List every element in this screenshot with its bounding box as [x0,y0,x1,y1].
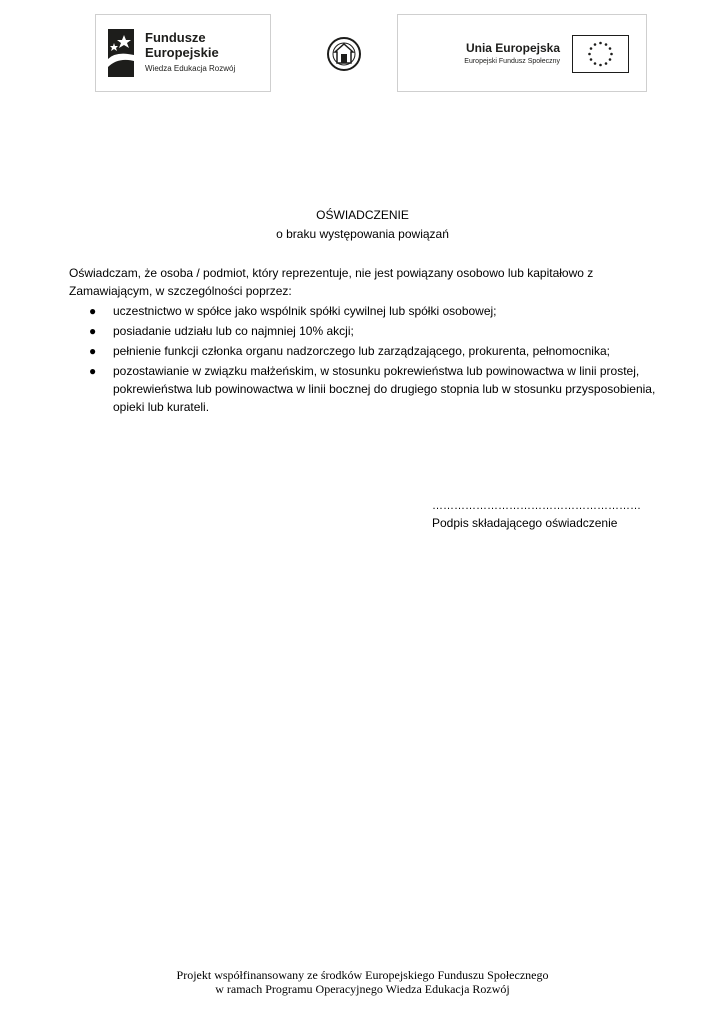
footer-line2: w ramach Programu Operacyjnego Wiedza Edukacja Rozwój [215,982,510,996]
bullet-icon: ● [89,364,97,378]
relationship-list [69,302,669,418]
list-item-text: uczestnictwo w spółce jako wspólnik spółki cywilnej lub spółki osobowej; [113,304,497,318]
list-item [69,322,669,340]
fundusze-europejskie-mark-icon [108,29,134,77]
fe-logo-line3: Wiedza Edukacja Rozwój [145,64,236,73]
ue-logo-line2: Europejski Fundusz Społeczny [464,58,560,65]
fe-logo-line2: Europejskie [145,45,219,60]
fe-logo-text [145,30,235,75]
list-item [69,342,669,360]
eu-flag-icon [572,35,629,73]
bullet-icon: ● [89,324,97,338]
footer-line1: Projekt współfinansowany ze środków Europejskiego Funduszu Społecznego [176,968,549,982]
list-item [69,362,669,416]
bullet-icon: ● [89,344,97,358]
bullet-icon: ● [89,304,97,318]
organization-emblem-icon [327,34,361,74]
unia-europejska-logo [397,14,647,92]
signature-line: ………………………………………………… [432,500,641,512]
page-footer [0,968,725,996]
list-item-text: pełnienie funkcji członka organu nadzorczego lub zarządzającego, prokurenta, pełnomocnika; [113,344,610,358]
list-item-text: pozostawianie w związku małżeńskim, w stosunku pokrewieństwa lub powinowactwa w linii prostej, pokrewieństwa lub powinowactwa w linii bocznej do drugiego stopnia lub w stosunku przysposobienia, opieki lub kurateli. [113,364,656,414]
signature-label: Podpis składającego oświadczenie [432,516,618,530]
list-item [69,302,669,320]
document-subtitle: o braku występowania powiązań [276,227,449,241]
document-title: OŚWIADCZENIE [316,208,409,222]
fe-logo-line1: Fundusze [145,30,206,45]
ue-logo-text [440,41,560,67]
list-item-text: posiadanie udziału lub co najmniej 10% akcji; [113,324,354,338]
statement-intro: Oświadczam, że osoba / podmiot, który reprezentuje, nie jest powiązany osobowo lub kapitałowo z Zamawiającym, w szczególności poprzez: [69,266,594,298]
ue-logo-line1: Unia Europejska [465,41,560,55]
fundusze-europejskie-logo [95,14,271,92]
